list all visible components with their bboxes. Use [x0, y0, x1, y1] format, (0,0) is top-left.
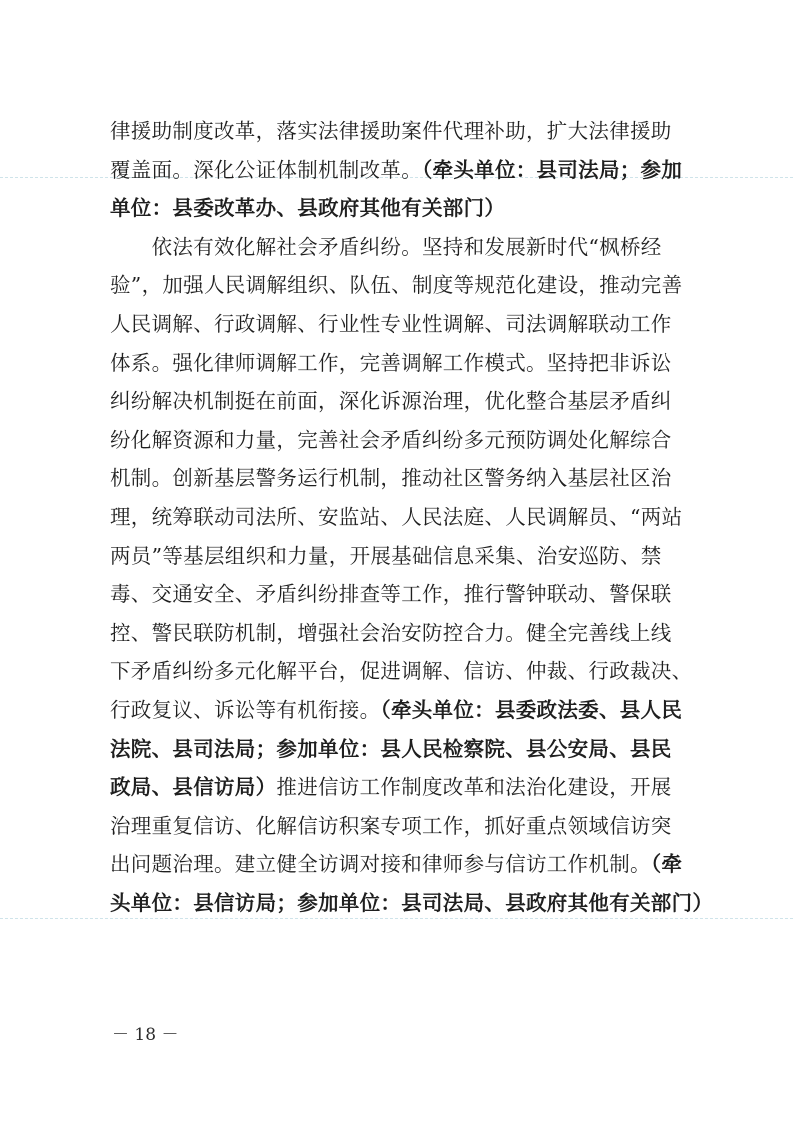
text-line: [110, 575, 690, 614]
text-line: [110, 189, 690, 228]
text-line: [110, 768, 690, 807]
text-segment: 毒、交通安全、矛盾纠纷排查等工作，推行警钟联动、警保联: [110, 582, 672, 607]
lead-unit-note: （牵: [650, 852, 683, 877]
text-segment: 推进信访工作制度改革和法治化建设，开展: [276, 775, 672, 800]
text-segment: 下矛盾纠纷多元化解平台，促进调解、信访、仲裁、行政裁决、: [110, 659, 693, 684]
text-segment: 依法有效化解社会矛盾纠纷。坚持和发展新时代“枫桥经: [110, 234, 662, 259]
text-line: [110, 459, 690, 498]
lead-unit-note: （牵头单位：县司法局；参加: [422, 157, 683, 182]
text-segment: 行政复议、诉讼等有机衔接。: [110, 697, 381, 722]
text-line: [110, 807, 690, 846]
text-segment: 控、警民联防机制，增强社会治安防控合力。健全完善线上线: [110, 620, 672, 645]
text-line: [110, 421, 690, 460]
text-line: [110, 228, 690, 267]
text-segment: 出问题治理。建立健全访调对接和律师参与信访工作机制。: [110, 852, 651, 877]
lead-unit-note: 头单位：县信访局；参加单位：县司法局、县政府其他有关部门）: [110, 890, 714, 915]
text-segment: 两员”等基层组织和力量，开展基础信息采集、治安巡防、禁: [110, 543, 662, 568]
text-segment: 律援助制度改革，落实法律援助案件代理补助，扩大法律援助: [110, 119, 672, 143]
text-line: [110, 151, 690, 190]
text-line: [110, 305, 690, 344]
text-line: [110, 652, 693, 691]
text-line: [110, 112, 690, 151]
text-line: [110, 691, 690, 730]
text-line: [110, 344, 690, 383]
text-line: [110, 614, 690, 653]
text-segment: 人民调解、行政调解、行业性专业性调解、司法调解联动工作: [110, 311, 672, 336]
page-number: － 18 －: [112, 1025, 179, 1045]
text-line: [110, 845, 690, 884]
lead-unit-note: 政局、县信访局）: [110, 775, 277, 800]
text-segment: 覆盖面。深化公证体制机制改革。: [110, 157, 422, 182]
text-segment: 纠纷解决机制挺在前面，深化诉源治理，优化整合基层矛盾纠: [110, 389, 672, 414]
lead-unit-note: （牵头单位：县委政法委、县人民: [380, 697, 683, 722]
lead-unit-note: 法院、县司法局；参加单位：县人民检察院、县公安局、县民: [110, 736, 672, 761]
text-line: [110, 537, 690, 576]
text-line: [110, 730, 690, 769]
text-segment: 机制。创新基层警务运行机制，推动社区警务纳入基层社区治: [110, 466, 672, 491]
text-line: [110, 884, 714, 923]
text-segment: 纷化解资源和力量，完善社会矛盾纠纷多元预防调处化解综合: [110, 427, 672, 452]
body-text: [110, 112, 714, 922]
text-segment: 治理重复信访、化解信访积案专项工作，抓好重点领域信访突: [110, 813, 672, 838]
text-segment: 验”，加强人民调解组织、队伍、制度等规范化建设，推动完善: [110, 273, 683, 298]
text-line: [110, 382, 690, 421]
text-segment: 理，统筹联动司法所、安监站、人民法庭、人民调解员、“两站: [110, 504, 683, 529]
lead-unit-note: 单位：县委改革办、县政府其他有关部门）: [110, 196, 506, 221]
text-line: [110, 498, 690, 537]
text-line: [110, 266, 690, 305]
text-segment: 体系。强化律师调解工作，完善调解工作模式。坚持把非诉讼: [110, 350, 672, 375]
